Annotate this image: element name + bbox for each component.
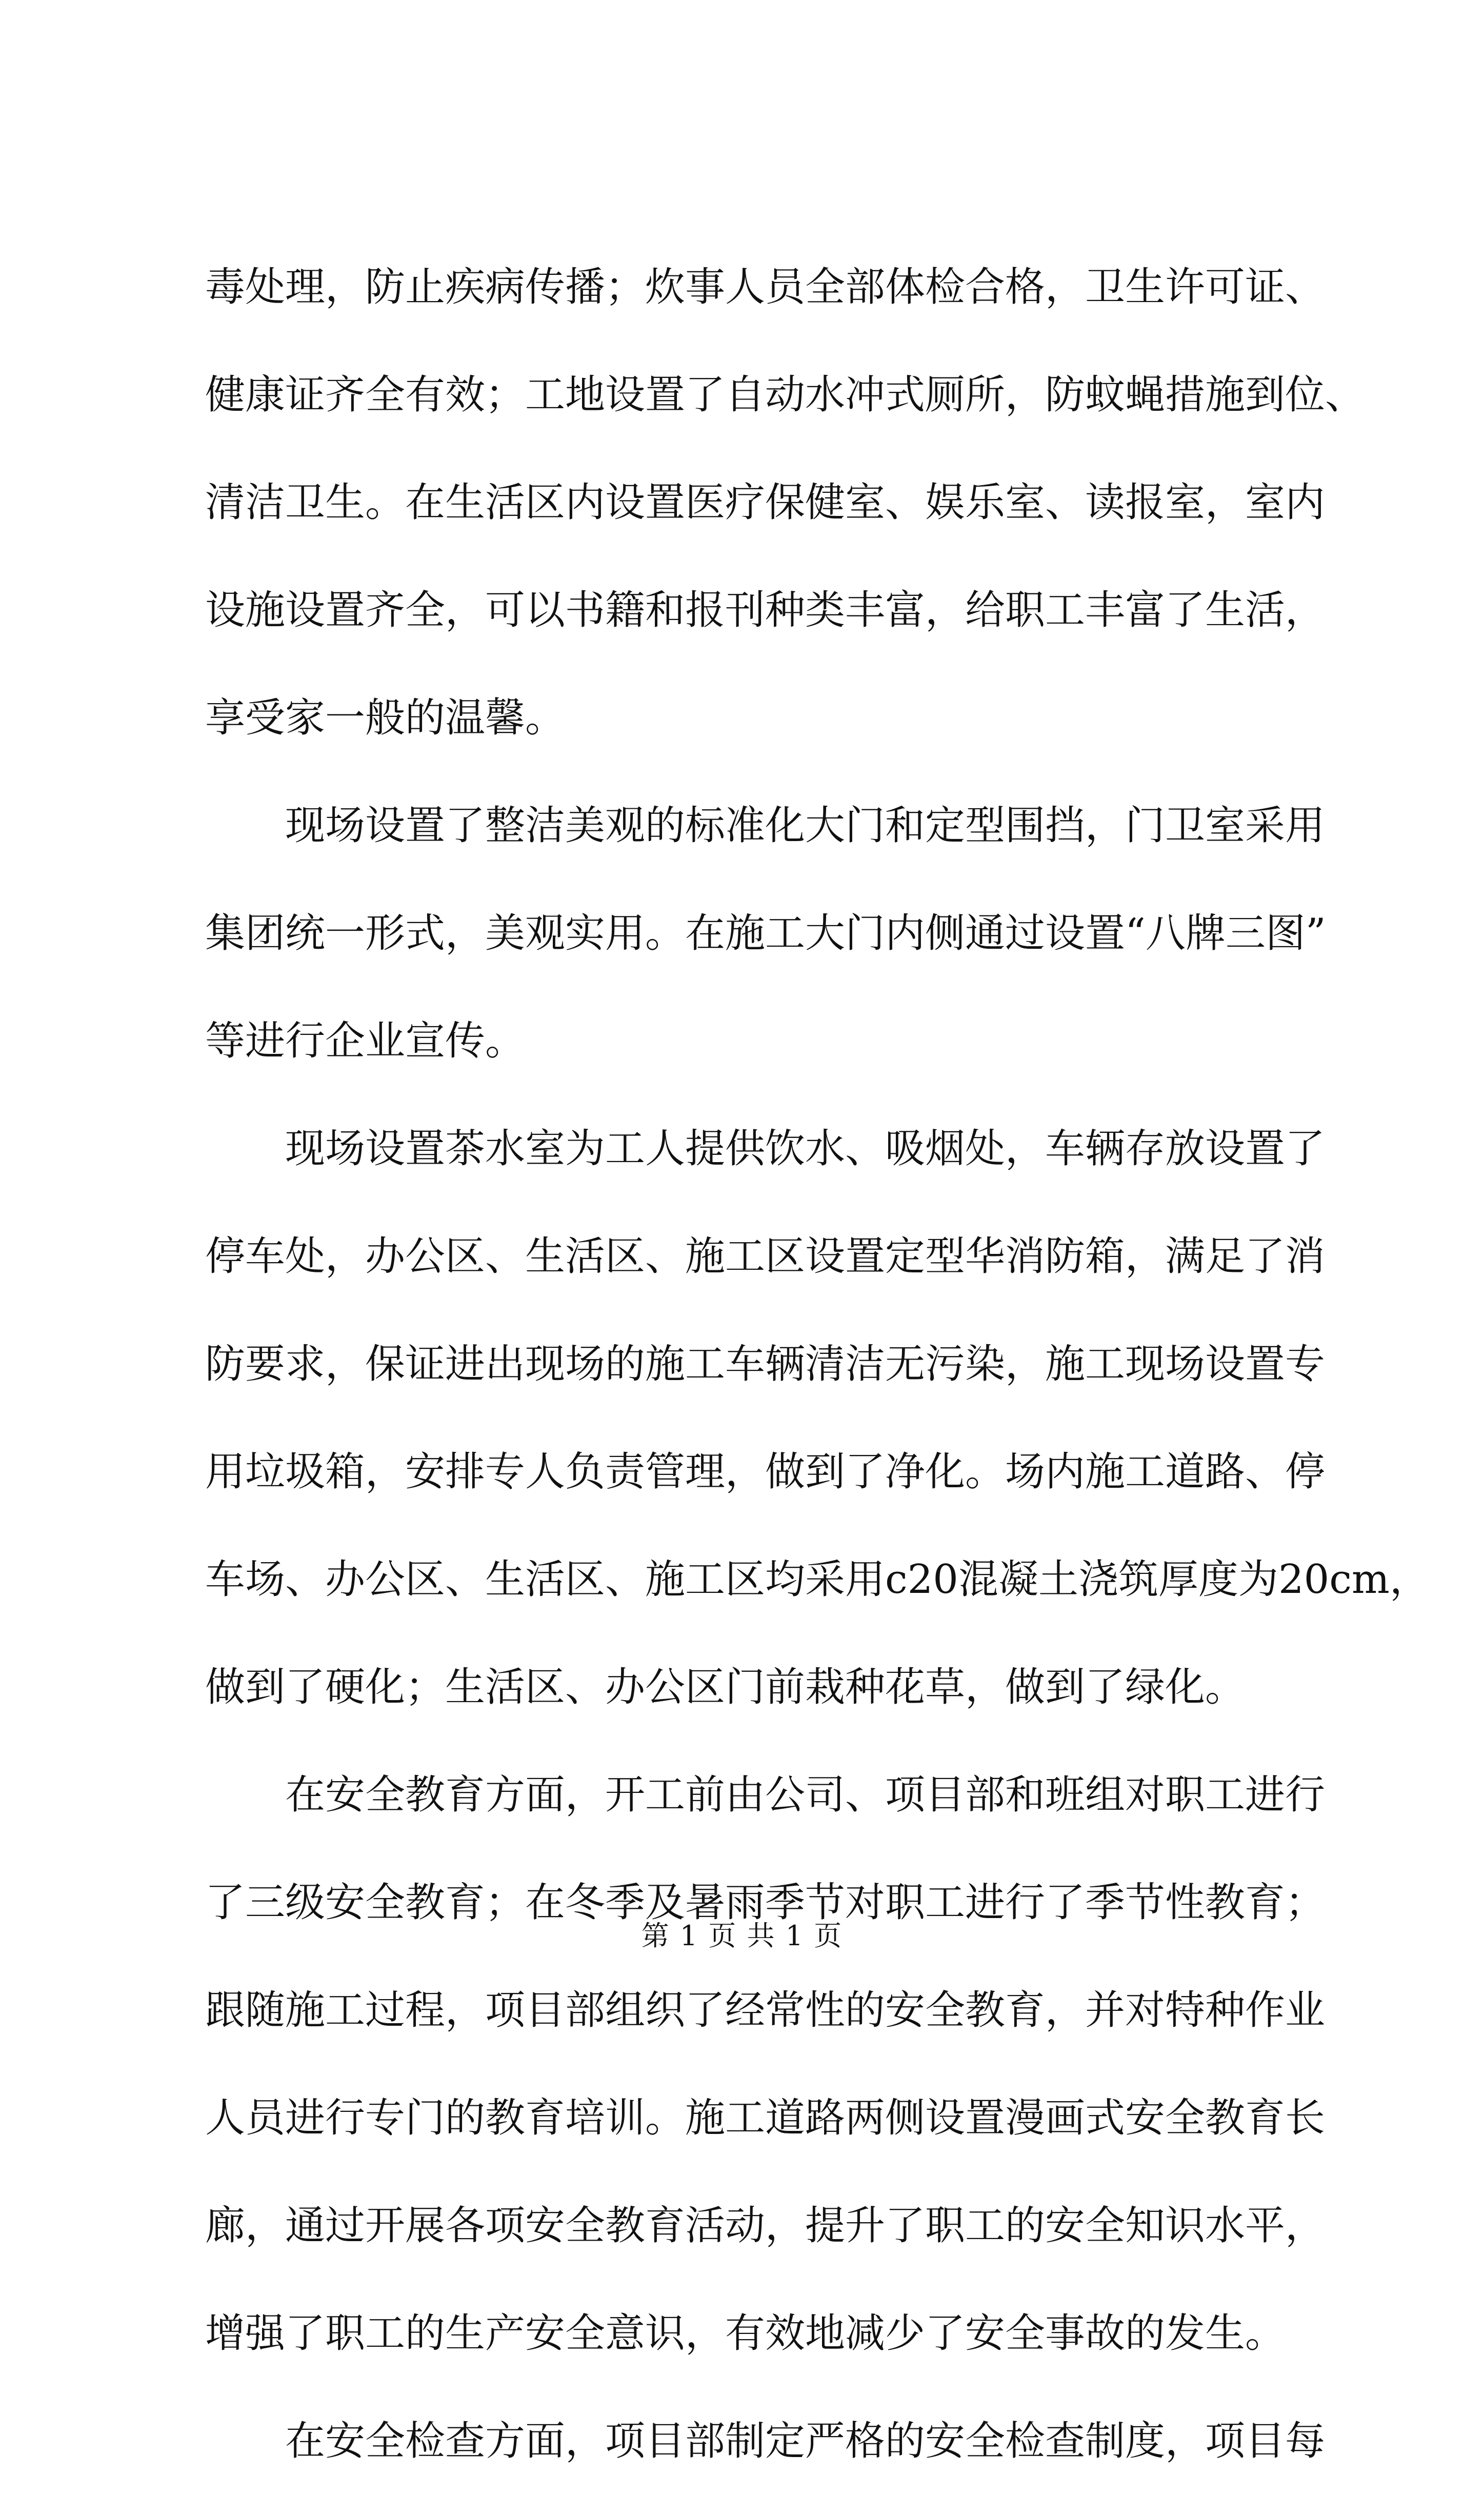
text-line: 清洁卫生。在生活区内设置医疗保健室、娱乐室、读报室，室内	[205, 480, 1326, 526]
text-line: 享受家一般的温馨。	[205, 695, 566, 741]
text-line: 等进行企业宣传。	[205, 1018, 526, 1064]
text-line: 设施设置齐全，可以书籍和报刊种类丰富，给职工丰富了生活，	[205, 587, 1326, 633]
text-line: 健康证齐全有效；工地设置了自动水冲式厕所，防蚊蝇措施到位、	[205, 372, 1366, 418]
body-text	[205, 233, 1430, 2495]
text-line: 增强了职工的生产安全意识，有效地减少了安全事故的发生。	[205, 2310, 1286, 2357]
text-line: 毒处理，防止疾病传播；炊事人员全部体检合格，卫生许可证、	[205, 264, 1326, 310]
text-line: 人员进行专门的教育培训。施工道路两侧设置漫画式安全教育长	[205, 2095, 1326, 2141]
page-footer: 第 1 页 共 1 页	[641, 1920, 843, 1952]
text-line: 了三级安全教育；在冬季及暑雨季节对职工进行了季节性教育；	[205, 1880, 1326, 1926]
text-line: 集团统一形式，美观实用。在施工大门内侧通过设置“八牌三图”	[205, 910, 1326, 956]
text-line: 车场、办公区、生活区、施工区均采用c20混凝土浇筑厚度为20cm，	[205, 1556, 1430, 1603]
text-line: 现场设置了整洁美观的标准化大门和定型围挡，门卫室采用	[285, 803, 1326, 849]
text-line: 在安全检查方面，项目部制定严格的安全检查制度，项目每	[285, 2418, 1326, 2464]
text-line: 停车处，办公区、生活区、施工区设置定型华消防箱，满足了消	[205, 1233, 1326, 1280]
text-line: 防要求，保证进出现场的施工车辆清洁无污染，施工现场设置专	[205, 1341, 1326, 1387]
text-line: 跟随施工过程，项目部组织了经常性的安全教育，并对特种作业	[205, 1987, 1326, 2033]
text-line: 现场设置茶水室为工人提供饮水、吸烟处，车辆存放设置了	[285, 1126, 1326, 1172]
text-line: 在安全教育方面，开工前由公司、项目部和班组对职工进行	[285, 1772, 1326, 1818]
text-line: 用垃圾箱，安排专人负责管理，做到了净化。场内施工道路、停	[205, 1449, 1326, 1495]
text-line: 廊，通过开展各项安全教育活动，提升了职工的安全知识水平，	[205, 2203, 1326, 2249]
text-line: 做到了硬化；生活区、办公区门前栽种花草，做到了绿化。	[205, 1664, 1246, 1710]
